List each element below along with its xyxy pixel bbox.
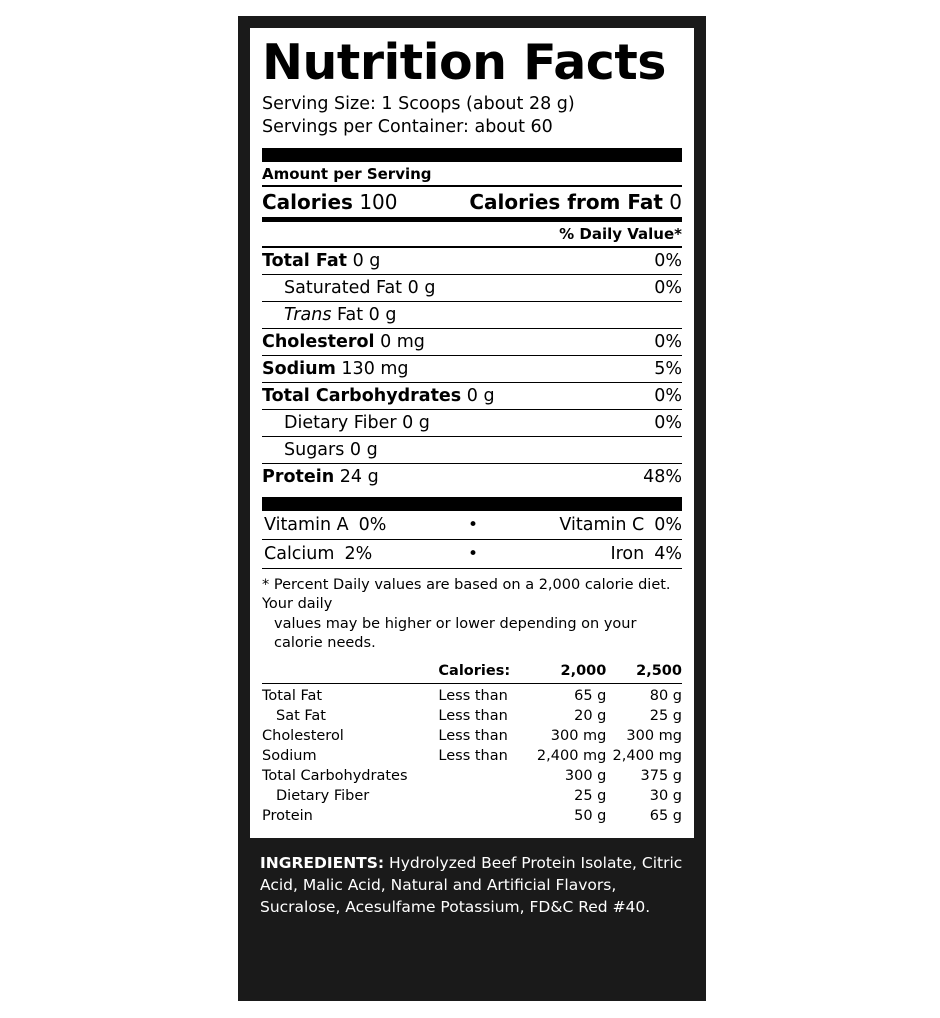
dv-row-name: Total Carbohydrates xyxy=(262,767,408,784)
nutrient-name: Sugars xyxy=(284,439,345,460)
dv-row-name: Total Fat xyxy=(262,687,323,704)
dv-row-less-than xyxy=(438,766,530,786)
ingredients-section xyxy=(250,852,694,918)
divider-thick-vitamins xyxy=(262,497,682,511)
table-row xyxy=(262,786,682,806)
dv-row-less-than: Less than xyxy=(438,687,508,704)
amount-per-serving-label: Amount per Serving xyxy=(262,164,432,183)
table-row xyxy=(262,806,682,826)
servings-per-container-text: Servings per Container: about 60 xyxy=(262,117,553,138)
dv-row-less-than: Less than xyxy=(438,707,508,724)
bullet-icon: • xyxy=(467,514,479,535)
vitamin-right-value: 0% xyxy=(654,514,682,535)
daily-value-header: % Daily Value* xyxy=(559,224,682,243)
nutrient-daily-value: 0% xyxy=(654,277,682,298)
table-row xyxy=(262,706,682,726)
calories-right xyxy=(469,190,682,214)
vitamin-right xyxy=(493,515,682,535)
nutrient-row xyxy=(262,356,682,382)
dv-row-2500: 300 mg xyxy=(626,727,682,744)
vitamin-row xyxy=(262,540,682,568)
dv-row-2000: 20 g xyxy=(574,707,607,724)
dv-row-2500: 80 g xyxy=(649,687,682,704)
dv-row-2000: 25 g xyxy=(574,787,607,804)
nutrient-name: Saturated Fat xyxy=(284,277,403,298)
calories-value: 100 xyxy=(359,189,398,214)
vitamin-left-name: Vitamin A xyxy=(264,514,349,535)
vitamin-right-name: Vitamin C xyxy=(559,514,645,535)
vitamin-right-name: Iron xyxy=(610,543,645,564)
dv-row-2500: 65 g xyxy=(649,807,682,824)
nutrient-name: Protein xyxy=(262,466,335,487)
nutrient-row xyxy=(262,275,682,301)
dv-row-2000: 300 mg xyxy=(550,727,607,744)
calories-label: Calories xyxy=(262,189,353,214)
nutrient-row xyxy=(262,329,682,355)
ingredients-text: Hydrolyzed Beef Protein Isolate, Citric Acid, Malic Acid, Natural and Artificial Flavors, Sucralose, Acesulfame Potassium, FD&C Red #40. xyxy=(260,854,683,916)
dv-row-less-than xyxy=(438,786,530,806)
vitamin-row xyxy=(262,511,682,539)
vitamin-right xyxy=(493,544,682,564)
table-row xyxy=(262,746,682,766)
calories-row xyxy=(262,187,682,217)
nutrient-row xyxy=(262,410,682,436)
dv-header-name xyxy=(262,661,438,681)
nutrient-row xyxy=(262,464,682,490)
nutrition-facts-card xyxy=(250,28,694,838)
table-row xyxy=(262,726,682,746)
nutrient-name: Sodium xyxy=(262,358,336,379)
table-row xyxy=(262,766,682,786)
nutrient-name: Total Carbohydrates xyxy=(262,385,462,406)
vitamin-right-value: 4% xyxy=(654,543,682,564)
footnote-line-2: values may be higher or lower depending on your calorie needs. xyxy=(274,615,637,652)
dv-row-name: Protein xyxy=(262,807,313,824)
vitamin-left-value: 2% xyxy=(344,543,373,564)
nutrient-name-amount: Dietary Fiber 0 g xyxy=(284,412,430,433)
nutrient-name-amount: Protein 24 g xyxy=(262,466,379,487)
vitamin-left xyxy=(262,515,453,535)
dv-row-2000: 65 g xyxy=(574,687,607,704)
vitamin-list xyxy=(262,511,682,568)
dv-row-2000: 300 g xyxy=(564,767,607,784)
dv-row-name: Dietary Fiber xyxy=(276,787,370,804)
vitamin-left xyxy=(262,544,453,564)
nutrient-row xyxy=(262,437,682,463)
nutrient-name-amount: Total Fat 0 g xyxy=(262,250,381,271)
nutrient-name: Total Fat xyxy=(262,250,348,271)
dv-row-2500: 375 g xyxy=(640,767,682,784)
dv-row-name: Sodium xyxy=(262,747,317,764)
nutrient-row xyxy=(262,248,682,274)
nutrient-name: Trans Fat xyxy=(284,304,364,325)
nutrient-name-amount: Saturated Fat 0 g xyxy=(284,277,436,298)
dv-header-2000: 2,000 xyxy=(560,662,607,679)
dv-row-2500: 30 g xyxy=(649,787,682,804)
dv-header-calories: Calories: xyxy=(438,662,511,679)
calories-from-fat-value: 0 xyxy=(669,189,682,214)
divider-thick-top xyxy=(262,148,682,162)
nutrient-name: Cholesterol xyxy=(262,331,375,352)
nutrient-name-amount: Sodium 130 mg xyxy=(262,358,409,379)
table-row xyxy=(262,686,682,706)
ingredients-heading: INGREDIENTS: xyxy=(260,854,385,872)
dv-row-2000: 50 g xyxy=(574,807,607,824)
daily-value-reference-table xyxy=(262,661,682,826)
nutrient-name: Dietary Fiber xyxy=(284,412,397,433)
nutrient-list xyxy=(262,248,682,490)
nutrient-daily-value: 5% xyxy=(654,358,682,379)
serving-size-text: Serving Size: 1 Scoops (about 28 g) xyxy=(262,94,575,114)
nutrient-daily-value: 0% xyxy=(654,412,682,433)
nutrient-name-amount: Total Carbohydrates 0 g xyxy=(262,385,495,406)
nutrient-daily-value: 0% xyxy=(654,331,682,352)
dv-row-2500: 2,400 mg xyxy=(612,747,682,764)
nutrient-name-amount: Sugars 0 g xyxy=(284,439,378,460)
footnote xyxy=(262,569,682,657)
bullet-icon: • xyxy=(467,543,479,564)
dv-row-less-than: Less than xyxy=(438,727,508,744)
dv-row-name: Sat Fat xyxy=(276,707,326,724)
dv-row-name: Cholesterol xyxy=(262,727,344,744)
vitamin-left-name: Calcium xyxy=(264,543,335,564)
calories-from-fat-label: Calories from Fat xyxy=(469,189,663,214)
dv-table-header-row xyxy=(262,661,682,681)
nutrient-daily-value: 0% xyxy=(654,250,682,271)
dv-row-2500: 25 g xyxy=(649,707,682,724)
vitamin-left-value: 0% xyxy=(358,514,387,535)
footnote-line-1: * Percent Daily values are based on a 2,000 calorie diet. Your daily xyxy=(262,576,671,613)
nutrition-label-panel xyxy=(238,16,706,1001)
nutrient-daily-value: 48% xyxy=(643,466,682,487)
nutrient-row xyxy=(262,302,682,328)
nutrient-name-amount: Trans Fat 0 g xyxy=(284,304,397,325)
nutrient-name-amount: Cholesterol 0 mg xyxy=(262,331,425,352)
dv-row-2000: 2,400 mg xyxy=(536,747,607,764)
page-title: Nutrition Facts xyxy=(262,34,666,91)
dv-row-less-than: Less than xyxy=(438,747,508,764)
dv-header-2500: 2,500 xyxy=(636,662,682,679)
calories-left xyxy=(262,190,398,214)
nutrient-daily-value: 0% xyxy=(654,385,682,406)
dv-row-less-than xyxy=(438,806,530,826)
nutrient-row xyxy=(262,383,682,409)
